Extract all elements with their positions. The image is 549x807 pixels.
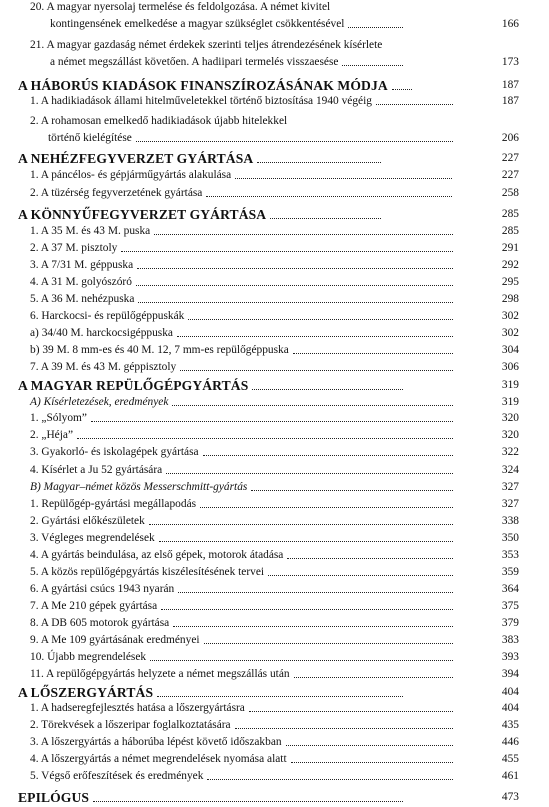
toc-entry [0,342,549,358]
dot-leader [157,696,403,697]
dot-leader [286,745,453,746]
dot-leader [188,319,453,320]
toc-entry-label: 4. Kísérlet a Ju 52 gyártására [30,464,163,476]
toc-section-heading [0,150,549,166]
toc-page-number: 320 [501,429,519,441]
toc-entry-label: A) Kísérletezések, eredmények [30,396,169,408]
toc-entry-label: 3. Végleges megrendelések [30,532,155,544]
toc-entry-label: 21. A magyar gazdaság német érdekek szerinti teljes átrendezésének kísérlete [30,39,383,51]
toc-page-number: 166 [501,18,519,30]
toc-entry-label: 5. A közös repülőgépgyártás kiszélesítésének tervei [30,566,265,578]
toc-entry-label: 3. A lőszergyártás a háborúba lépést követő időszakban [30,736,282,748]
toc-page-number: 319 [501,396,519,408]
dot-leader [178,592,453,593]
toc-entry-label: 1. A hadikiadások állami hitelműveletekkel történő biztosítása 1940 végéig [30,95,372,107]
toc-entry [0,240,549,256]
toc-entry [0,496,549,512]
dot-leader [149,524,453,525]
toc-entry-label: 1. A 35 M. és 43 M. puska [30,225,151,237]
toc-entry-label: 6. Harckocsi- és repülőgéppuskák [30,310,185,322]
dot-leader [294,677,453,678]
toc-page-number: 324 [501,464,519,476]
toc-entry-label: 8. A DB 605 motorok gyártása [30,617,170,629]
toc-page-number: 304 [501,344,519,356]
toc-page-number: 327 [501,481,519,493]
toc-entry [0,768,549,784]
toc-entry-label: 1. Repülőgép-gyártási megállapodás [30,498,197,510]
toc-entry [0,581,549,597]
toc-entry-label: 11. A repülőgépgyártás helyzete a német megszállás után [30,668,290,680]
toc-entry [0,700,549,716]
toc-page-number: 285 [501,208,519,220]
toc-entry [0,394,549,410]
toc-entry [0,462,549,478]
toc-entry-label: 3. Gyakorló- és iskolagépek gyártása [30,446,199,458]
dot-leader [138,302,453,303]
toc-entry-label: 5. A 36 M. nehézpuska [30,293,135,305]
toc-page-number: 379 [501,617,519,629]
toc-page-number: 359 [501,566,519,578]
toc-entry-label: 2. Gyártási előkészületek [30,515,145,527]
dot-leader [154,234,453,235]
toc-section-heading [0,377,549,393]
dot-leader [251,490,453,491]
toc-entry-label: kontingensének emelkedése a magyar szükséglet csökkentésével [50,18,345,30]
toc-entry-label: A LŐSZERGYÁRTÁS [18,685,154,700]
toc-entry-label: 1. A hadseregfejlesztés hatása a lőszergyártásra [30,702,245,714]
dot-leader [252,389,403,390]
toc-entry-label: 2. Törekvések a lőszeripar foglalkoztatására [30,719,231,731]
dot-leader [200,507,453,508]
toc-entry-label: a) 34/40 M. harckocsigéppuska [30,327,173,339]
toc-entry-label: 4. A gyártás beindulása, az első gépek, motorok átadása [30,549,284,561]
toc-entry [0,93,549,109]
toc-entry-label: b) 39 M. 8 mm-es és 40 M. 12, 7 mm-es repülőgéppuska [30,344,289,356]
dot-leader [268,575,453,576]
toc-page-number: 327 [501,498,519,510]
dot-leader [150,660,453,661]
dot-leader [136,141,453,142]
toc-entry [0,751,549,767]
toc-page-number: 375 [501,600,519,612]
toc-entry-label: A KÖNNYŰFEGYVERZET GYÁRTÁSA [18,207,267,222]
toc-entry-label: történő kielégítése [48,132,132,144]
toc-entry-label: 7. A Me 210 gépek gyártása [30,600,158,612]
dot-leader [173,626,453,627]
dot-leader [342,65,403,66]
dot-leader [203,455,453,456]
toc-page-number: 319 [501,379,519,391]
toc-page-number: 292 [501,259,519,271]
toc-page-number: 404 [501,702,519,714]
toc-page-number: 364 [501,583,519,595]
toc-entry-label: B) Magyar–német közös Messerschmitt-gyártás [30,481,248,493]
toc-page-number: 187 [501,95,519,107]
toc-page-number: 320 [501,412,519,424]
toc-page-number: 227 [501,152,519,164]
toc-entry [0,717,549,733]
toc-page-number: 302 [501,310,519,322]
toc-entry [0,666,549,682]
dot-leader [121,251,453,252]
toc-entry [0,291,549,307]
toc-entry [0,410,549,426]
toc-entry-label: 4. A 31 M. golyószóró [30,276,132,288]
dot-leader [235,178,452,179]
toc-entry-label: a német megszállást követően. A hadiipari termelés visszaesése [50,56,339,68]
toc-page-number: 461 [501,770,519,782]
toc-page-number: 435 [501,719,519,731]
toc-page-number: 473 [501,791,519,803]
toc-page-number: 322 [501,446,519,458]
toc-entry-label: 2. A 37 M. pisztoly [30,242,118,254]
toc-page-number: 295 [501,276,519,288]
toc-entry-label: 5. Végső erőfeszítések és eredmények [30,770,204,782]
toc-entry [0,734,549,750]
toc-entry [0,359,549,375]
dot-leader [137,268,453,269]
toc-entry [0,113,549,129]
dot-leader [91,421,453,422]
toc-entry-label: 1. A páncélos- és gépjárműgyártás alakulása [30,169,232,181]
dot-leader [287,558,453,559]
dot-leader [180,370,453,371]
toc-page-number: 455 [501,753,519,765]
toc-entry [0,444,549,460]
dot-leader [159,541,453,542]
toc-entry [0,257,549,273]
toc-page-number: 302 [501,327,519,339]
toc-page-number: 291 [501,242,519,254]
dot-leader [392,89,412,90]
toc-entry-label: 20. A magyar nyersolaj termelése és feldolgozása. A német kivitel [30,1,331,13]
toc-entry [0,615,549,631]
dot-leader [257,162,381,163]
toc-entry [0,167,549,183]
toc-entry [0,547,549,563]
toc-entry [0,513,549,529]
dot-leader [161,609,453,610]
toc-entry [0,223,549,239]
toc-page-number: 258 [501,187,519,199]
toc-section-heading [0,77,549,93]
toc-entry-label: 1. „Sólyom” [30,412,87,424]
toc-entry [0,274,549,290]
toc-page-number: 173 [501,56,519,68]
toc-entry [0,0,549,15]
toc-page-number: 298 [501,293,519,305]
toc-entry-label: 4. A lőszergyártás a német megrendelések nyomása alatt [30,753,287,765]
toc-section-heading [0,206,549,222]
toc-entry [0,325,549,341]
toc-entry-label: 9. A Me 109 gyártásának eredményei [30,634,200,646]
dot-leader [172,405,453,406]
toc-page-number: 353 [501,549,519,561]
toc-entry-label: 7. A 39 M. és 43 M. géppisztoly [30,361,177,373]
toc-page-number: 383 [501,634,519,646]
toc-entry-label: A NEHÉZFEGYVERZET GYÁRTÁSA [18,151,254,166]
toc-entry-label: 2. „Héja” [30,429,74,441]
toc-entry-label: 2. A tüzérség fegyverzetének gyártása [30,187,203,199]
toc-page-number: 187 [501,79,519,91]
toc-entry-label: 10. Újabb megrendelések [30,651,147,663]
toc-page-number: 227 [501,169,519,181]
toc-page-number: 404 [501,686,519,698]
toc-page-number: 338 [501,515,519,527]
toc-page-number: 350 [501,532,519,544]
toc-page-number: 394 [501,668,519,680]
toc-entry [0,308,549,324]
dot-leader [348,27,403,28]
dot-leader [93,801,403,802]
dot-leader [166,473,453,474]
toc-entry [0,54,549,70]
dot-leader [206,196,452,197]
toc-entry-label: 2. A rohamosan emelkedő hadikiadások újabb hitelekkel [30,115,288,127]
toc-entry-label: A MAGYAR REPÜLŐGÉPGYÁRTÁS [18,378,249,393]
dot-leader [293,353,453,354]
toc-entry [0,130,549,146]
toc-section-heading [0,684,549,700]
toc-entry [0,16,549,32]
toc-section-heading [0,789,549,805]
toc-entry [0,479,549,495]
dot-leader [270,218,381,219]
toc-entry-label: 3. A 7/31 M. géppuska [30,259,134,271]
dot-leader [207,779,453,780]
dot-leader [177,336,453,337]
toc-entry [0,185,549,201]
dot-leader [376,104,453,105]
toc-page-number: 393 [501,651,519,663]
dot-leader [136,285,453,286]
toc-entry-label: 6. A gyártási csúcs 1943 nyarán [30,583,175,595]
toc-entry [0,427,549,443]
dot-leader [77,438,453,439]
toc-page-number: 206 [501,132,519,144]
toc-entry [0,37,549,53]
toc-entry [0,649,549,665]
toc-entry-label: A HÁBORÚS KIADÁSOK FINANSZÍROZÁSÁNAK MÓDJA [18,78,388,93]
dot-leader [291,762,453,763]
toc-entry [0,632,549,648]
toc-entry-label: EPILÓGUS [18,790,90,805]
dot-leader [249,711,453,712]
dot-leader [204,643,453,644]
toc-entry [0,598,549,614]
toc-entry [0,530,549,546]
dot-leader [235,728,453,729]
toc-page-number: 446 [501,736,519,748]
toc-page-number: 285 [501,225,519,237]
toc-page-number: 306 [501,361,519,373]
toc-entry [0,564,549,580]
